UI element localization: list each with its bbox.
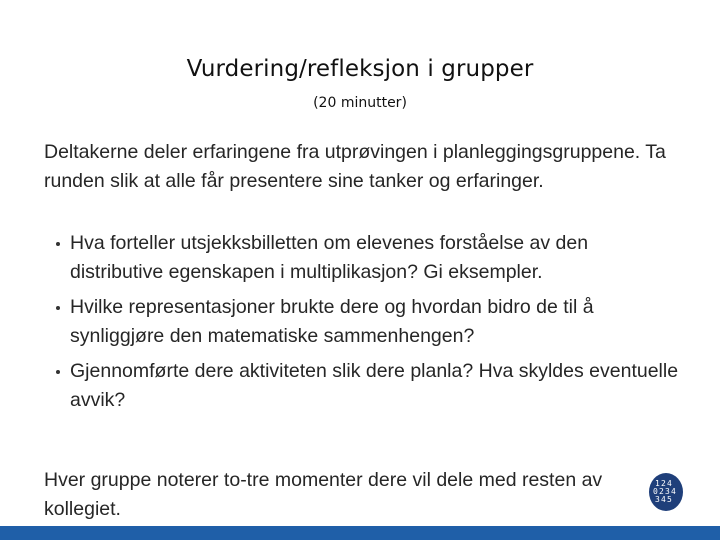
bullet-icon <box>56 306 60 310</box>
bullet-list <box>44 229 684 415</box>
bullet-item <box>44 357 684 415</box>
svg-text:2: 2 <box>661 479 666 488</box>
slide-title: Vurdering/refleksjon i grupper <box>186 56 534 82</box>
svg-text:2: 2 <box>659 487 664 496</box>
bottom-accent-bar <box>0 526 720 540</box>
svg-text:1: 1 <box>655 479 660 488</box>
bullet-item <box>44 293 684 351</box>
outro-paragraph: Hver gruppe noterer to-tre momenter dere vil dele med resten av kollegiet. <box>44 469 603 520</box>
svg-text:3: 3 <box>665 487 670 496</box>
slide-subtitle: (20 minutter) <box>313 95 407 111</box>
bullet-text: Hva forteller utsjekksbilletten om elevenes forståelse av den distributive egenskapen i multiplikasjon? Gi eksempler. <box>70 232 589 283</box>
bullet-item <box>44 229 684 287</box>
svg-text:4: 4 <box>667 479 672 488</box>
svg-text:4: 4 <box>661 495 666 504</box>
bullet-text: Hvilke representasjoner brukte dere og hvordan bidro de til å synliggjøre den matematiske sammenhengen? <box>70 296 594 347</box>
svg-text:5: 5 <box>667 495 672 504</box>
bullet-text: Gjennomførte dere aktiviteten slik dere planla? Hva skyldes eventuelle avvik? <box>70 360 679 411</box>
svg-text:4: 4 <box>671 487 676 496</box>
numbers-logo-icon <box>648 472 684 512</box>
bullet-icon <box>56 370 60 374</box>
bullet-icon <box>56 242 60 246</box>
svg-text:3: 3 <box>655 495 660 504</box>
svg-text:0: 0 <box>653 487 658 496</box>
intro-paragraph: Deltakerne deler erfaringene fra utprøvingen i planleggingsgruppene. Ta runden slik at alle får presentere sine tanker og erfaringer. <box>44 141 666 192</box>
